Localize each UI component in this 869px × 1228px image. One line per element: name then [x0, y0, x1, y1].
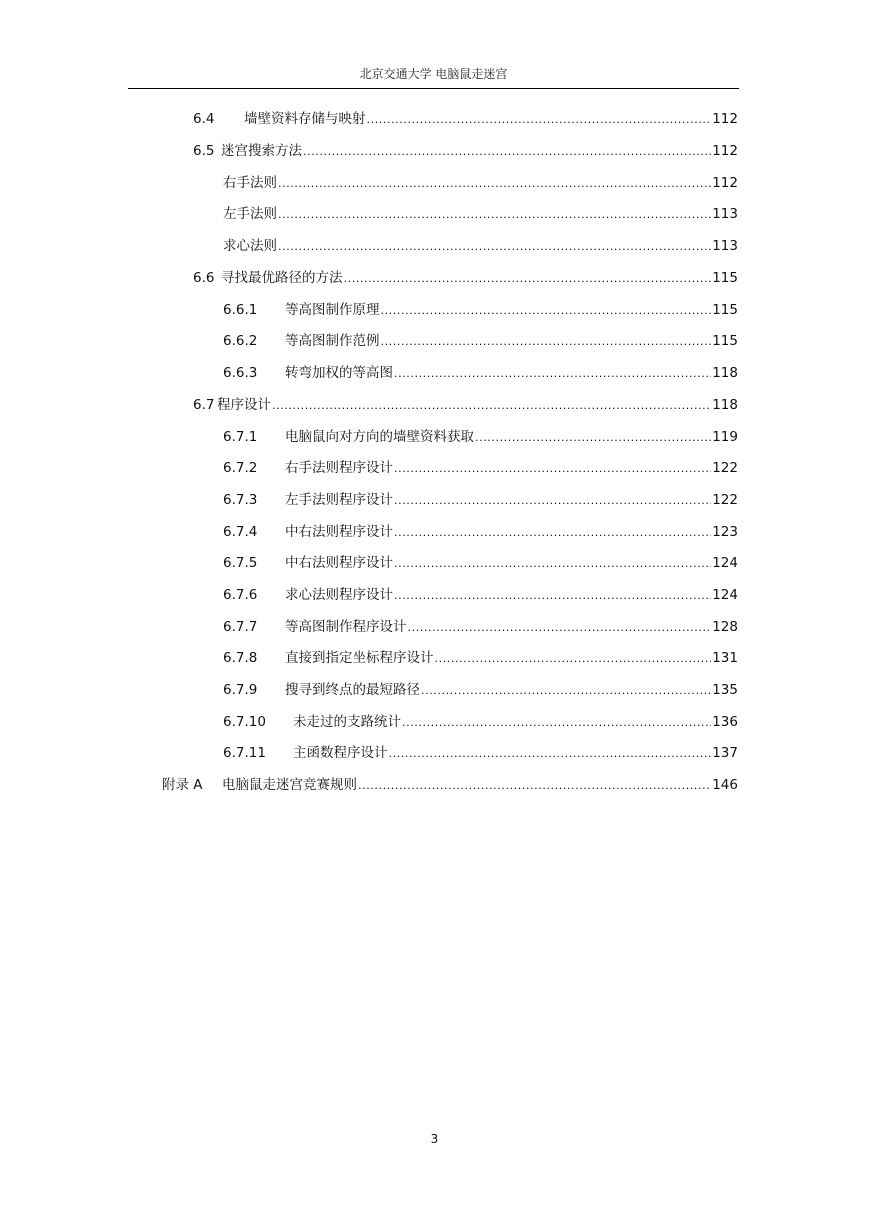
toc-title: 求心法则程序设计 — [285, 587, 393, 603]
toc-page: 112 — [712, 175, 738, 191]
page-number: 3 — [430, 1132, 439, 1146]
toc-leader — [278, 205, 711, 223]
toc-page: 112 — [712, 143, 738, 159]
toc-leader — [278, 237, 711, 255]
toc-title: 右手法则程序设计 — [285, 460, 393, 476]
toc-page: 124 — [712, 555, 738, 571]
toc-leader — [381, 332, 712, 350]
toc-page: 124 — [712, 587, 738, 603]
toc-entry[interactable] — [223, 201, 738, 223]
toc-entry[interactable] — [223, 550, 738, 572]
toc-number: 6.6.3 — [223, 365, 258, 381]
toc-page: 112 — [712, 111, 738, 127]
toc-entry[interactable] — [162, 772, 738, 794]
toc-leader — [394, 586, 711, 604]
toc-page: 113 — [712, 238, 738, 254]
toc-title: 直接到指定坐标程序设计 — [285, 650, 434, 666]
toc-page: 136 — [712, 714, 738, 730]
toc-number: 6.6 — [193, 270, 215, 286]
toc-title: 墙壁资料存储与映射 — [244, 111, 366, 127]
toc-number: 6.7.6 — [223, 587, 258, 603]
toc-page: 131 — [712, 650, 738, 666]
toc-entry[interactable] — [223, 233, 738, 255]
toc-page: 118 — [712, 397, 738, 413]
toc-entry[interactable] — [223, 455, 738, 477]
toc-page: 118 — [712, 365, 738, 381]
toc-number: 6.7.2 — [223, 460, 258, 476]
toc-title: 等高图制作程序设计 — [285, 619, 407, 635]
toc-page: 123 — [712, 524, 738, 540]
toc-number: 6.7.4 — [223, 524, 258, 540]
toc-title: 左手法则程序设计 — [285, 492, 393, 508]
toc-title: 等高图制作原理 — [285, 302, 380, 318]
toc-leader — [394, 523, 711, 541]
toc-entry[interactable] — [223, 424, 738, 446]
toc-leader — [394, 491, 711, 509]
toc-leader — [394, 459, 711, 477]
toc-title: 左手法则 — [223, 206, 277, 222]
toc-leader — [389, 744, 712, 762]
toc-entry[interactable] — [223, 297, 738, 319]
toc-entry[interactable] — [223, 709, 738, 731]
toc-number: 6.7.1 — [223, 429, 258, 445]
toc-number: 6.7.10 — [223, 714, 266, 730]
toc-entry[interactable] — [193, 138, 738, 160]
toc-page: 128 — [712, 619, 738, 635]
toc-leader — [272, 396, 711, 414]
toc-leader — [381, 301, 712, 319]
toc-title: 右手法则 — [223, 175, 277, 191]
toc-page: 115 — [712, 302, 738, 318]
toc-leader — [303, 142, 711, 160]
toc-title: 程序设计 — [217, 397, 271, 413]
toc-leader — [394, 554, 711, 572]
toc-page: 122 — [712, 460, 738, 476]
toc-number: 6.7.7 — [223, 619, 258, 635]
toc-number: 6.7.3 — [223, 492, 258, 508]
toc-leader — [408, 618, 712, 636]
toc-entry[interactable] — [223, 328, 738, 350]
toc-title: 寻找最优路径的方法 — [221, 270, 343, 286]
toc-leader — [344, 269, 712, 287]
toc-number: 附录 A — [162, 777, 203, 793]
toc-number: 6.5 — [193, 143, 215, 159]
toc-title: 搜寻到终点的最短路径 — [285, 682, 420, 698]
toc-number: 6.7.9 — [223, 682, 258, 698]
toc-title: 等高图制作范例 — [285, 333, 380, 349]
toc-leader — [475, 428, 711, 446]
toc-title: 转弯加权的等高图 — [285, 365, 393, 381]
toc-title: 求心法则 — [223, 238, 277, 254]
toc-number: 6.4 — [193, 111, 215, 127]
toc-title: 迷宫搜索方法 — [221, 143, 302, 159]
toc-page: 115 — [712, 270, 738, 286]
toc-entry[interactable] — [223, 614, 738, 636]
toc-entry[interactable] — [223, 519, 738, 541]
toc-leader — [402, 713, 711, 731]
toc-entry[interactable] — [223, 360, 738, 382]
toc-leader — [394, 364, 711, 382]
page-header: 北京交通大学 电脑鼠走迷宫 — [128, 64, 739, 89]
toc-entry[interactable] — [223, 170, 738, 192]
toc-number: 6.6.2 — [223, 333, 258, 349]
toc-leader — [367, 110, 712, 128]
toc-entry[interactable] — [193, 106, 738, 128]
toc-title: 中右法则程序设计 — [285, 524, 393, 540]
toc-title: 未走过的支路统计 — [293, 714, 401, 730]
toc-page: 137 — [712, 745, 738, 761]
toc-page: 113 — [712, 206, 738, 222]
toc-title: 电脑鼠走迷宫竞赛规则 — [222, 777, 357, 793]
toc-entry[interactable] — [223, 487, 738, 509]
toc-page: 122 — [712, 492, 738, 508]
toc-entry[interactable] — [223, 740, 738, 762]
toc-entry[interactable] — [193, 265, 738, 287]
toc-number: 6.7.5 — [223, 555, 258, 571]
toc-title: 电脑鼠向对方向的墙壁资料获取 — [285, 429, 474, 445]
toc-title: 中右法则程序设计 — [285, 555, 393, 571]
toc-leader — [278, 174, 711, 192]
toc-leader — [421, 681, 711, 699]
toc-entry[interactable] — [223, 645, 738, 667]
toc-leader — [358, 776, 711, 794]
toc-number: 6.7.11 — [223, 745, 266, 761]
toc-number: 6.6.1 — [223, 302, 258, 318]
toc-title: 主函数程序设计 — [293, 745, 388, 761]
toc-entry[interactable] — [193, 392, 738, 414]
toc-leader — [435, 649, 712, 667]
toc-number: 6.7 — [193, 397, 215, 413]
toc-entry[interactable] — [223, 677, 738, 699]
toc-page: 115 — [712, 333, 738, 349]
toc-number: 6.7.8 — [223, 650, 258, 666]
toc-page: 146 — [712, 777, 738, 793]
toc-page: 119 — [712, 429, 738, 445]
toc-page: 135 — [712, 682, 738, 698]
toc-entry[interactable] — [223, 582, 738, 604]
